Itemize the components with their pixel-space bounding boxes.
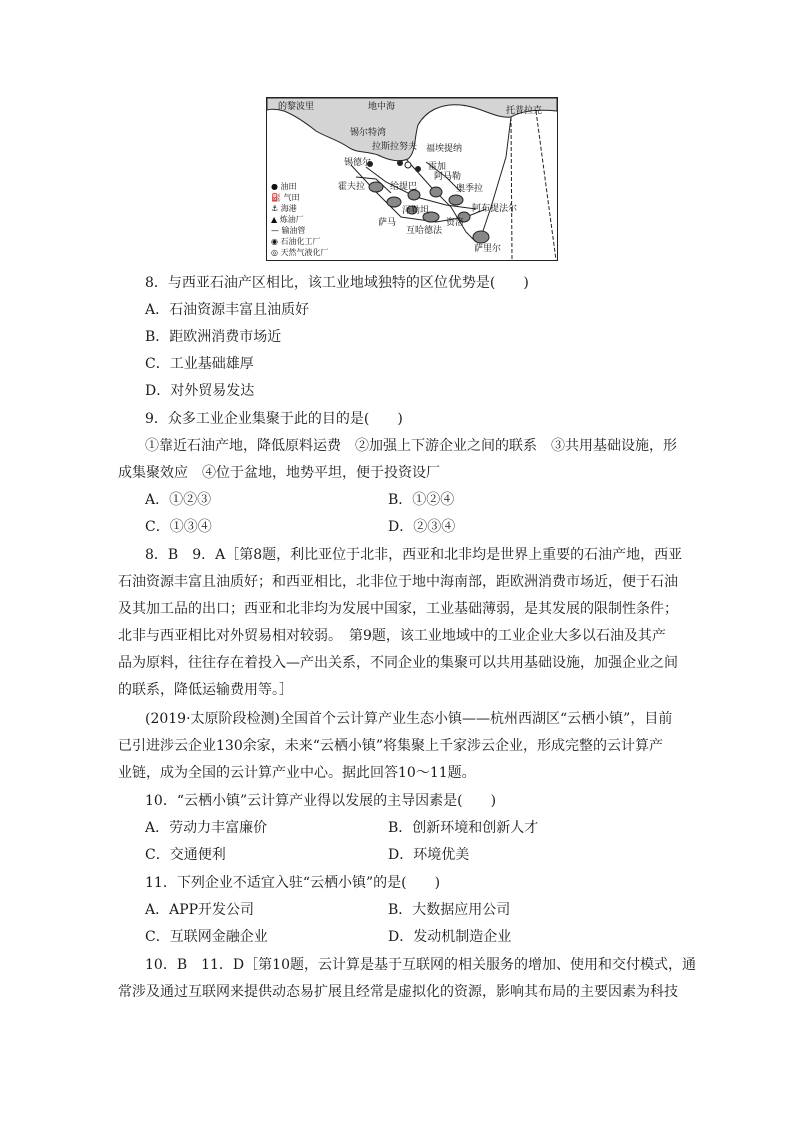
map-label-ghadames: 给提巴 bbox=[390, 182, 418, 192]
answer-10-11-text1: ［第10题，云计算是基于互联网的相关服务的增加、使用和交付模式，通 bbox=[244, 957, 696, 973]
q9-option-d[interactable]: D．②③④ bbox=[388, 519, 456, 535]
answer-8-9-line1 bbox=[145, 544, 715, 566]
answer-10-11-line1 bbox=[145, 954, 715, 976]
answer-10-11-head: 10．B 11．D bbox=[145, 957, 245, 973]
map-label-tripoli: 的黎波里 bbox=[278, 102, 315, 112]
q9-option-c[interactable]: C．①③④ bbox=[145, 519, 212, 535]
legend-item: ◉ 石油化工厂 bbox=[271, 237, 321, 246]
q10-option-c[interactable]: C．交通便利 bbox=[145, 847, 226, 863]
passage-line1: (2019·太原阶段检测)全国首个云计算产业生态小镇——杭州西湖区“云栖小镇”，目前 bbox=[145, 711, 673, 727]
q11-option-c[interactable]: C．互联网金融企业 bbox=[145, 929, 268, 945]
q10-stem: 10．“云栖小镇”云计算产业得以发展的主导因素是( ) bbox=[145, 793, 497, 809]
answer-8-9-line3: 及其加工品的出口；西亚和北非均为发展中国家，工业基础薄弱，是其发展的限制性条件； bbox=[118, 601, 678, 617]
map-label-nafoora: 奥季拉 bbox=[456, 184, 484, 194]
map-label-sidra: 锡德尔 bbox=[344, 158, 372, 168]
q9-option-a[interactable]: A．①②③ bbox=[145, 492, 212, 508]
legend-item: — 输油管 bbox=[271, 226, 306, 235]
map-label-sirte-gulf: 锡尔特湾 bbox=[350, 128, 387, 138]
legend-item: ▲ 炼油厂 bbox=[271, 215, 304, 224]
legend-item: ◎ 天然气液化厂 bbox=[271, 248, 329, 257]
map-label-ziloo: 资洛 bbox=[446, 218, 465, 228]
answer-8-9-head: 8．B 9．A bbox=[145, 547, 226, 563]
passage-line3: 业链，成为全国的云计算产业中心。据此回答10～11题。 bbox=[118, 765, 476, 781]
q10-option-a[interactable]: A．劳动力丰富廉价 bbox=[145, 820, 268, 836]
map-label-med-sea: 地中海 bbox=[368, 102, 396, 112]
legend-item: ⚓ 海港 bbox=[271, 204, 297, 213]
map-label-zueitina: 福埃提纳 bbox=[426, 144, 463, 154]
q9-statement-line1: ①靠近石油产地，降低原料运费 ②加强上下游企业之间的联系 ③共用基础设施，形 bbox=[145, 438, 677, 454]
answer-8-9-line4: 北非与西亚相比对外贸易相对较弱。 第9题，该工业地域中的工业企业大多以石油及其产 bbox=[118, 628, 666, 644]
q11-option-d[interactable]: D．发动机制造企业 bbox=[388, 929, 512, 945]
map-label-amal: 阿马勒 bbox=[434, 172, 462, 182]
q9-option-b[interactable]: B．①②④ bbox=[388, 492, 455, 508]
map-label-ras-lanuf: 拉斯拉努夫 bbox=[372, 142, 418, 152]
q8-option-a[interactable]: A．石油资源丰富且油质好 bbox=[145, 302, 310, 318]
map-label-hateiba: 互哈德法 bbox=[406, 226, 443, 236]
answer-8-9-line5: 品为原料，往往存在着投入—产出关系，不同企业的集聚可以共用基础设施，加强企业之间 bbox=[118, 655, 678, 671]
q8-option-d[interactable]: D．对外贸易发达 bbox=[145, 383, 255, 399]
answer-8-9-text1: ［第8题，利比亚位于北非，西亚和北非均是世界上重要的石油产地，西亚 bbox=[225, 547, 683, 563]
legend-item: ● 油田 bbox=[271, 182, 297, 191]
map-label-sama: 萨马 bbox=[378, 218, 397, 228]
map-label-hofra: 霍夫拉 bbox=[338, 182, 366, 192]
q8-option-b[interactable]: B．距欧洲消费市场近 bbox=[145, 329, 282, 345]
q11-option-b[interactable]: B．大数据应用公司 bbox=[388, 902, 511, 918]
answer-10-11-line2: 常涉及通过互联网来提供动态易扩展且经常是虚拟化的资源，影响其布局的主要因素为科技 bbox=[118, 984, 678, 1000]
q8-option-c[interactable]: C．工业基础雄厚 bbox=[145, 356, 254, 372]
answer-8-9-line2: 石油资源丰富且油质好；和西亚相比，北非位于地中海南部，距欧洲消费市场近，便于石油 bbox=[118, 574, 678, 590]
q9-stem: 9．众多工业企业集聚于此的目的是( ) bbox=[145, 411, 403, 427]
q8-stem: 8．与西亚石油产区相比，该工业地域独特的区位优势是( ) bbox=[145, 275, 529, 291]
passage-line2: 已引进涉云企业130余家，未来“云栖小镇”将集聚上千家涉云企业，形成完整的云计算产 bbox=[118, 738, 664, 754]
map-label-sarir-field: 阿布提法尔 bbox=[472, 204, 518, 214]
legend-item: ⛽ 气田 bbox=[271, 193, 300, 202]
map-label-sarir: 萨里尔 bbox=[474, 244, 502, 254]
q11-option-a[interactable]: A．APP开发公司 bbox=[145, 902, 255, 918]
q10-option-d[interactable]: D．环境优美 bbox=[388, 847, 470, 863]
map-label-zelten: 泽勒坦 bbox=[402, 206, 430, 216]
q10-option-b[interactable]: B．创新环境和创新人才 bbox=[388, 820, 539, 836]
q9-statement-line2: 成集聚效应 ④位于盆地，地势平坦，便于投资设厂 bbox=[118, 465, 440, 481]
map-label-tobruk: 托普拉克 bbox=[506, 106, 543, 116]
libya-oil-map bbox=[266, 97, 558, 261]
map-label-raguba: 雷加 bbox=[428, 162, 447, 172]
answer-8-9-line6: 的联系，降低运输费用等。］ bbox=[118, 682, 293, 698]
q11-stem: 11．下列企业不适宜入驻“云栖小镇”的是( ) bbox=[145, 875, 441, 891]
